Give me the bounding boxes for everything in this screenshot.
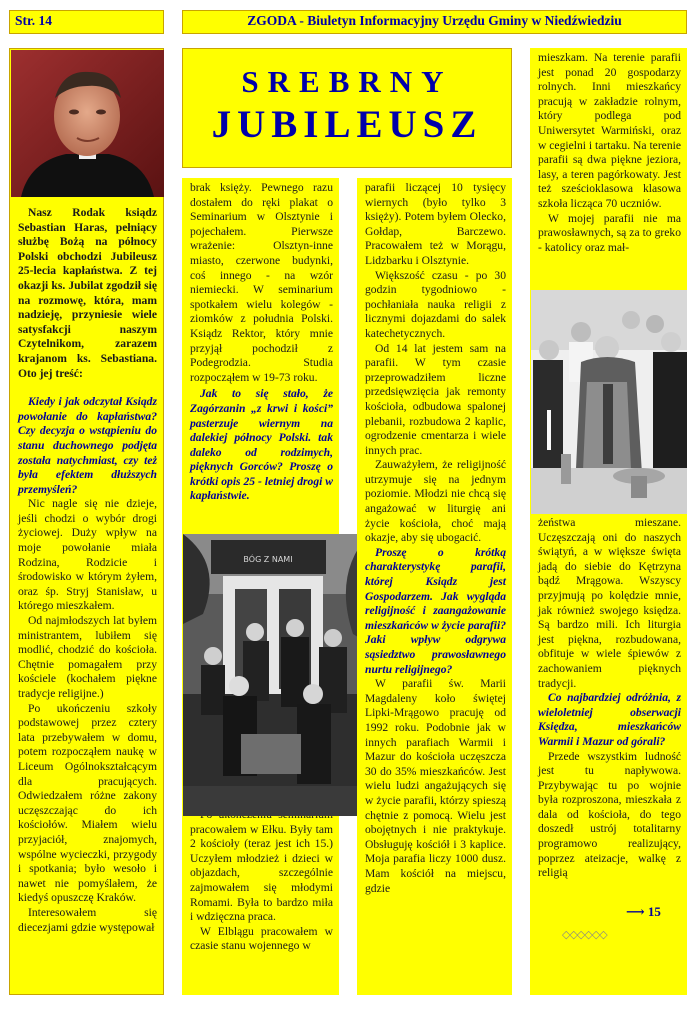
question-2: Jak to się stało, że Zagórzanin „z krwi i kości” pasterzuje wiernym na dalekiej północy Polski. tak daleko od rodzimych, pięknych Gorców? Proszę o krótki opis 25 - letniej drogi w kapłaństwie. xyxy=(190,387,333,503)
answer-paragraph: Zauważyłem, że religijność utrzymuje się na jednym poziomie. Młodzi nie chcą się angażować w liturgię ani życie kościoła, choć mają okazje, aby się ubogacić. xyxy=(365,458,506,545)
publication-header xyxy=(182,10,687,34)
question-3: Proszę o krótką charakterystykę parafii, której Ksiądz jest Gospodarzem. Jak wygląda religijność i zaangażowanie mieszkańców w życie parafii? Jaki wpływ odgrywa sąsiedztwo prawosławnego nurtu religijnego? xyxy=(365,545,506,676)
answer-paragraph: Nic nagle się nie dzieje, jeśli chodzi o wybór drogi życiowej. Duży wpływ na moje powołanie miała Rodzina, Rodzicie i środowisko w którym żyłem, oraz śp. Stryj Stanisław, u którego mieszkałem. xyxy=(18,497,157,613)
answer-paragraph: parafii liczącej 10 tysięcy wiernych (było tylko 3 księży). Potem byłem Olecko, Gołdap, Barczewo. Pracowałem też w Morągu, Lidzbarku i Olsztynie. xyxy=(365,181,506,267)
title-line-1: SREBRNY xyxy=(241,64,453,99)
answer-paragraph: Większość czasu - po 30 godzin tygodniowo - pochłaniała nauka religii z licznymi dojazdami do salek katechetycznych. xyxy=(365,268,506,340)
arrow-right-icon: ⟶ xyxy=(626,904,645,919)
publication-title: ZGODA - Biuletyn Informacyjny Urzędu Gminy w Niedźwiedziu xyxy=(247,13,622,28)
answer-paragraph: Po ukończeniu szkoły podstawowej przez cztery lata przebywałem w domu, potem rozpocząłem naukę w Liceum Ogólnokształcącym dla pracujących. Odwiedzałem różne zakony uczęszczając do ich kościołów. Miałem wielu przyjaciół, znajomych, wspólne wycieczki, przygody i spotkania; było wesoło i nawet nie pomyślałem, że kiedyś opuszczę Kraków. xyxy=(18,701,157,905)
answer-paragraph: brak księży. Pewnego razu dostałem do ręki plakat o Seminarium w Olsztynie i pojechałem. Pierwsze wrażenie: Olsztyn-inne miasto, czerwone budynki, coś innego - na wzór niemiecki. W seminarium spotkałem wielu kolegów - ziomków z południa Polski. Ksiądz Rektor, który mnie przyjął pochodził z Podegrodzia. Studia rozpocząłem w 19-73 roku. xyxy=(190,181,333,384)
column-1 xyxy=(9,48,164,995)
continued-on-page xyxy=(626,904,661,920)
title-line-2: JUBILEUSZ xyxy=(211,103,483,146)
answer-paragraph: Od najmłodszych lat byłem ministrantem, lubiłem się modlić, chodzić do kościoła. Chętnie pomagałem przy kościele (kochałem piękne tradycje religijne.) xyxy=(18,614,157,700)
answer-paragraph: Interesowałem się diecezjami gdzie występował xyxy=(18,905,157,934)
question-4: Co najbardziej odróżnia, z wieloletniej obserwacji Księdza, mieszkańców Warmii i Mazur od górali? xyxy=(538,691,681,748)
intro-paragraph: Nasz Rodak ksiądz Sebastian Haras, pełniący służbę Bożą na północy Polski obchodzi Jubileusz 25-lecia kapłaństwa. Z tej okazji ks. Jubilat zgodził się na rozmowę, która, mam nadzieję, przyniesie wiele satysfakcji naszym Czytelnikom, zarazem krajanom ks. Sebastiana. Oto jej treść: xyxy=(18,206,157,380)
article-title-box xyxy=(182,48,512,168)
portrait-photo xyxy=(11,50,164,197)
church-photo xyxy=(531,290,687,514)
answer-paragraph: Od 14 lat jestem sam na parafii. W tym czasie przeprowadziłem liczne przedsięwzięcia jak remonty kościoła, odbudowa spalonej plebanii, rozbudowa 2 kaplic, ogrodzenie cmentarza i wiele innych prac. xyxy=(365,341,506,457)
answer-paragraph: W Elblągu pracowałem w czasie stanu wojennego w xyxy=(190,924,333,953)
question-1: Kiedy i jak odczytał Ksiądz powołanie do kapłaństwa? Czy decyzja o wstąpieniu do stanu duchownego podjęta została natychmiast, czy też była efektem dłuższych przemyśleń? xyxy=(18,395,157,496)
page-number-text: Str. 14 xyxy=(15,13,53,28)
answer-paragraph: pracowałem w Ełku. Były tam 2 kościoły (teraz jest ich 15.) Uczyłem młodzież i dzieci w objazdach, szczególnie zajmowałem się młodymi Romami. Była to bardzo miła i wdzięczna praca. xyxy=(190,822,333,924)
page-number-label xyxy=(9,10,164,34)
group-photo xyxy=(183,534,369,816)
answer-paragraph: W parafii św. Marii Magdaleny koło świętej Lipki-Mrągowo pracuję od 1992 roku. Podobnie jak w innych parafiach Warmii i Mazur do kościoła uczęszcza 30 do 35% mieszkańców. Jest wielu ludzi angażujących się w życie parafii, którzy spieszą chętnie z pomocą. Wielu jest obojętnych i nie praktykuje. Obsługuję kościół i 3 kaplice. Moja parafia liczy 1000 dusz. Mam kościół na miejscu, gdzie xyxy=(365,677,506,895)
answer-paragraph: żeństwa mieszane. Uczęszczają oni do naszych świątyń, a w większe święta jadą do siebie do Kętrzyna bądź Mrągowa. Wszyscy przyjmują po kolędzie mnie, jak również swojego księdza. Są bardzo mili. Ich liturgia jest piękna, rozbudowana, obfituje w wiele śpiewów z zachowaniem pięknych tradycji. xyxy=(538,516,681,690)
ornament-divider: ◇◇◇◇◇◇ xyxy=(562,929,607,941)
answer-paragraph: Przede wszystkim ludność jest tu napływowa. Przybywając tu po wojnie była rozproszona, mieszkała z dala od kościoła, do tego doszedł ustrój totalitarny programowo realizujący, poprzez ateizacje, walkę z religią xyxy=(538,749,681,880)
column-4-lower xyxy=(530,514,687,995)
next-page-number: 15 xyxy=(647,904,661,919)
column-3 xyxy=(357,178,512,995)
answer-paragraph: mieszkam. Na terenie parafii jest ponad 20 gospodarzy rolnych. Inni mieszkańcy pracują w zakładzie rolnym, który podlega pod Uniwersytet Warmiński, oraz w cegielni i tartaku. Na terenie parafii są dwa piękne jeziora, lasy, a teren pagórkowaty. Jest też sześcioklasowa klasowa szkoła licząca 70 uczniów. xyxy=(538,51,681,210)
photo-banner-text: BÓG Z NAMI xyxy=(243,555,293,564)
answer-paragraph: W mojej parafii nie ma prawosławnych, są za to greko - katolicy oraz mał- xyxy=(538,211,681,254)
